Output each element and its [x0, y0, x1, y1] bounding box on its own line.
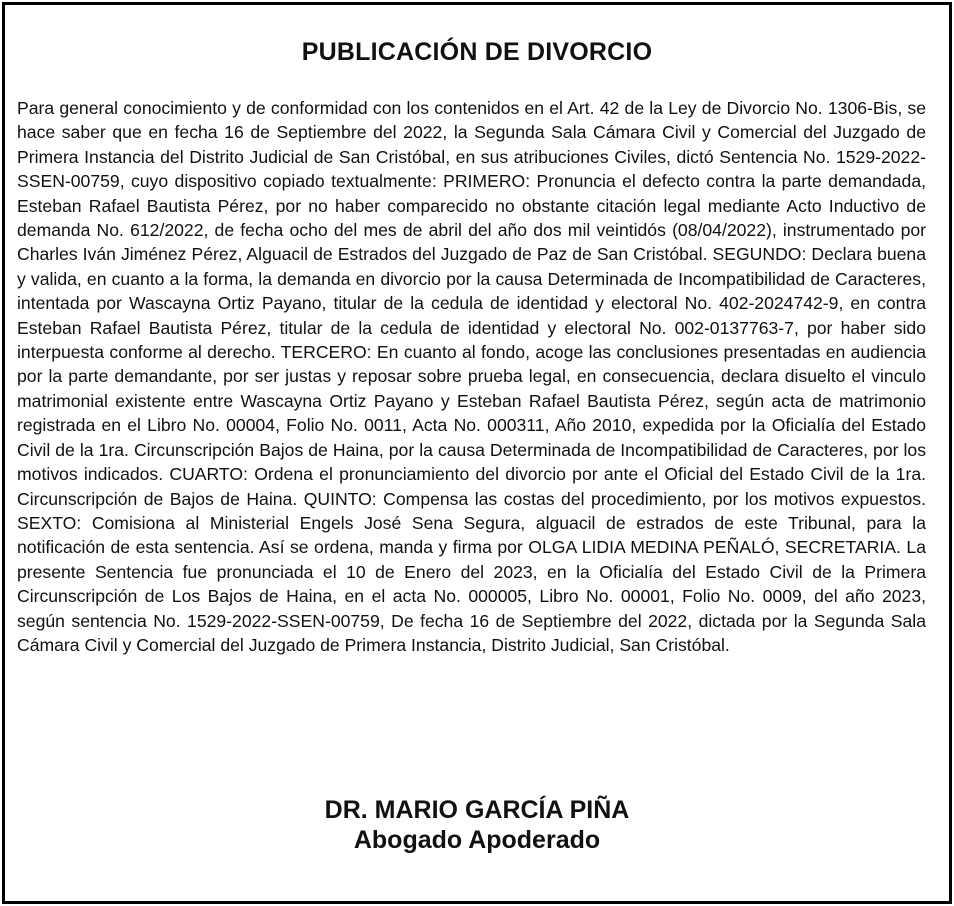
signatory-role: Abogado Apoderado — [353, 826, 601, 854]
signature-block — [0, 795, 954, 855]
notice-body: Para general conocimiento y de conformidad con los contenidos en el Art. 42 de la Ley de Divorcio No. 1306-Bis, se hace saber que en fecha 16 de Septiembre del 2022, la Segunda Sala Cámara Civil y Comercial del Juzgado de Primera Instancia del Distrito Judicial de San Cristóbal, en sus atribuciones Civiles, dictó Sentencia No. 1529-2022-SSEN-00759, cuyo dispositivo copiado textualmente: PRIMERO: Pronuncia el defecto contra la parte demandada, Esteban Rafael Bautista Pérez, por no haber comparecido no obstante citación legal mediante Acto Inductivo de demanda No. 612/2022, de fecha ocho del mes de abril del año dos mil veintidós (08/04/2022), instrumentado por Charles Iván Jiménez Pérez, Alguacil de Estrados del Juzgado de Paz de San Cristóbal. SEGUNDO: Declara buena y valida, en cuanto a la forma, la demanda en divorcio por la causa Determinada de Incompatibilidad de Caracteres, intentada por Wascayna Ortiz Payano, titular de la cedula de identidad y electoral No. 402-2024742-9, en contra Esteban Rafael Bautista Pérez, titular de la cedula de identidad y electoral No. 002-0137763-7, por haber sido interpuesta conforme al derecho. TERCERO: En cuanto al fondo, acoge las conclusiones presentadas en audiencia por la parte demandante, por ser justas y reposar sobre prueba legal, en consecuencia, declara disuelto el vinculo matrimonial existente entre Wascayna Ortiz Payano y Esteban Rafael Bautista Pérez, según acta de matrimonio registrada en el Libro No. 00004, Folio No. 0011, Acta No. 000311, Año 2010, expedida por la Oficialía del Estado Civil de la 1ra. Circunscripción Bajos de Haina, por la causa Determinada de Incompatibilidad de Caracteres, por los motivos indicados. CUARTO: Ordena el pronunciamiento del divorcio por ante el Oficial del Estado Civil de la 1ra. Circunscripción de Bajos de Haina. QUINTO: Compensa las costas del procedimiento, por los motivos expuestos. SEXTO: Comisiona al Ministerial Engels José Sena Segura, alguacil de estrados de este Tribunal, para la notificación de esta sentencia. Así se ordena, manda y firma por OLGA LIDIA MEDINA PEÑALÓ, SECRETARIA. La presente Sentencia fue pronunciada el 10 de Enero del 2023, en la Oficialía del Estado Civil de la Primera Circunscripción de Los Bajos de Haina, en el acta No. 000005, Libro No. 00001, Folio No. 0009, del año 2023, según sentencia No. 1529-2022-SSEN-00759, De fecha 16 de Septiembre del 2022, dictada por la Segunda Sala Cámara Civil y Comercial del Juzgado de Primera Instancia, Distrito Judicial, San Cristóbal. — [17, 98, 926, 655]
notice-title: PUBLICACIÓN DE DIVORCIO — [301, 38, 653, 66]
signatory-name: DR. MARIO GARCÍA PIÑA — [324, 796, 630, 824]
